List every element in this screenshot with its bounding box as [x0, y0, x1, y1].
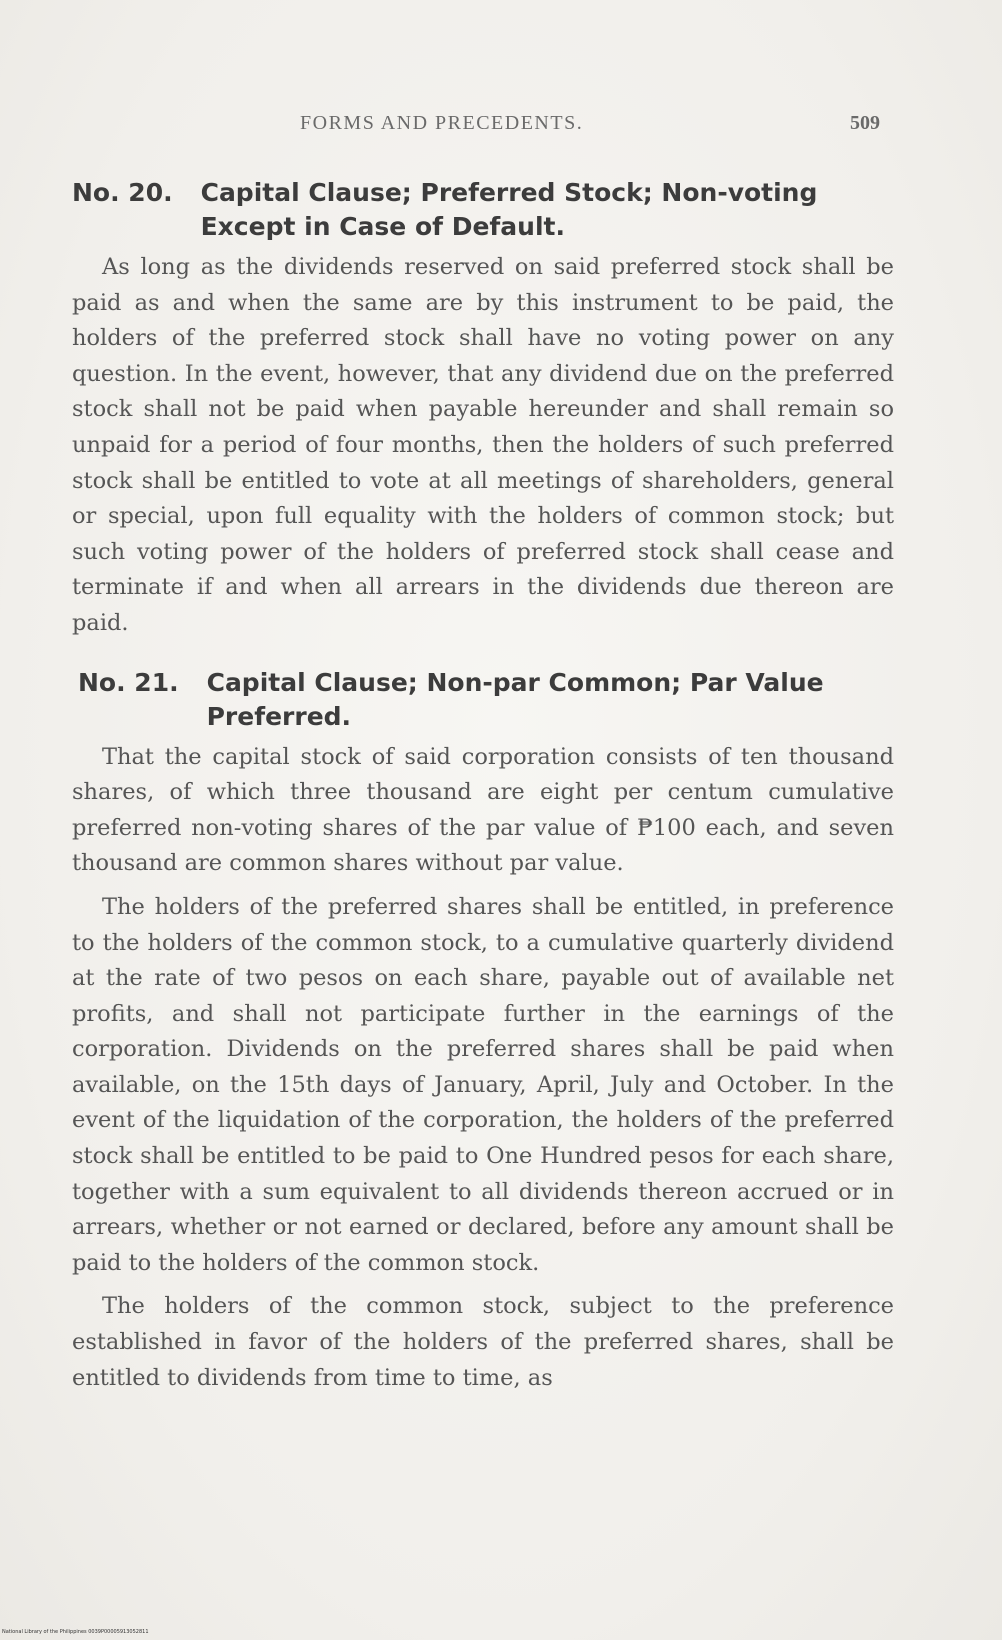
- section-20-number: No. 20.: [72, 178, 173, 207]
- page-number: 509: [850, 112, 880, 134]
- running-head: [0, 112, 1002, 142]
- section-21-paragraph-1: That the capital stock of said corporation consists of ten thousand shares, of which three thousand are eight per centum cumulative preferred non-voting shares of the par value of ₱100 each, and seven thousand are common shares without par value.: [72, 743, 894, 877]
- section-21-paragraph-2: The holders of the preferred shares shall be entitled, in preference to the holders of the common stock, to a cumulative quarterly dividend at the rate of two pesos on each share, payable out of available net profits, and shall not participate further in the earnings of the corporation. Dividends on the preferred shares shall be paid when available, on the 15th days of January, April, July and October. In the event of the liquidation of the corporation, the holders of the preferred stock shall be entitled to be paid to One Hundred pesos for each share, together with a sum equivalent to all dividends thereon accrued or in arrears, whether or not earned or declared, before any amount shall be paid to the holders of the common stock.: [72, 893, 894, 1276]
- section-21-paragraph-3: The holders of the common stock, subject to the preference established in favor of the holders of the preferred shares, shall be entitled to dividends from time to time, as: [72, 1293, 894, 1391]
- section-20-heading: [72, 176, 894, 244]
- section-20-paragraph-1: As long as the dividends reserved on said preferred stock shall be paid as and when the same are by this instrument to be paid, the holders of the preferred stock shall have no voting power on any question. In the event, however, that any dividend due on the preferred stock shall not be paid when payable hereunder and shall remain so unpaid for a period of four months, then the holders of such preferred stock shall be entitled to vote at all meetings of shareholders, general or special, upon full equality with the holders of common stock; but such voting power of the holders of preferred stock shall cease and terminate if and when all arrears in the dividends due thereon are paid.: [72, 254, 894, 636]
- page-content: [72, 176, 894, 1396]
- section-21-number: No. 21.: [78, 667, 179, 697]
- section-21-heading: [72, 666, 894, 734]
- section-21-title: Capital Clause; Non-par Common; Par Value Preferred.: [206, 667, 824, 731]
- running-title: FORMS AND PRECEDENTS.: [300, 112, 584, 134]
- library-credit: National Library of the Philippines 0039P00005913052811: [2, 1629, 149, 1635]
- section-20-title: Capital Clause; Preferred Stock; Non-voting Except in Case of Default.: [200, 178, 818, 241]
